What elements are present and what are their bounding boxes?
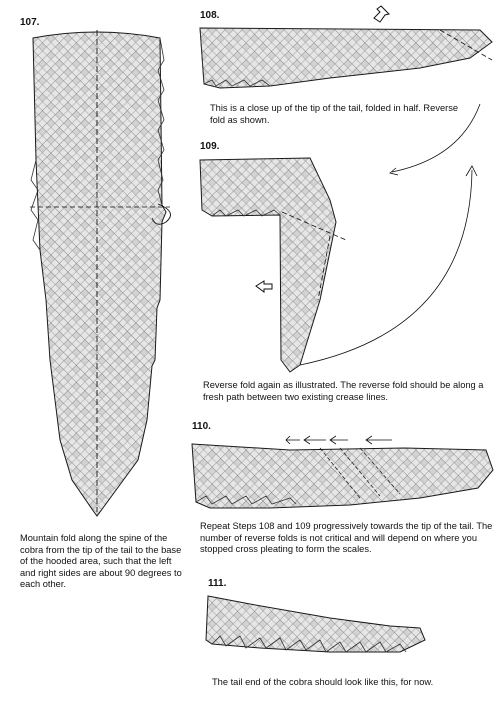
step-108-figure (200, 6, 492, 88)
reverse-folded-tail (200, 158, 336, 372)
push-arrow-icon (374, 6, 389, 22)
step-107-number: 107. (20, 17, 40, 28)
step-107-caption: Mountain fold along the spine of the cobra from the tip of the tail to the base of the hooded area, such that the left and right sides are about 90 degrees to each other. (20, 533, 182, 589)
tail-tip-folded (200, 28, 492, 88)
step-108-number: 108. (200, 10, 220, 21)
cobra-body-outline (33, 32, 166, 516)
step-110-number: 110. (192, 421, 211, 432)
step-109-caption: Reverse fold again as illustrated. The reverse fold should be along a fresh path between two existing crease lines. (203, 380, 484, 402)
step-107-figure (30, 30, 171, 516)
step-111-figure (206, 596, 425, 652)
push-arrow-icon-2 (256, 281, 272, 292)
step-111-number: 111. (208, 578, 227, 589)
step-110-figure (192, 436, 493, 508)
direction-arrows (286, 436, 392, 444)
tail-multiple-reverse-folds (192, 444, 493, 508)
step-109-number: 109. (200, 141, 220, 152)
step-109-figure (200, 158, 346, 372)
step-108-caption: This is a close up of the tip of the tail, folded in half. Reverse fold as shown. (210, 103, 459, 125)
step-111-caption: The tail end of the cobra should look like this, for now. (212, 677, 434, 687)
step-110-caption: Repeat Steps 108 and 109 progressively towards the tip of the tail. The number of reverse folds is not critical and will depend on where you stopped cross pleating to form the scales. (200, 521, 493, 554)
